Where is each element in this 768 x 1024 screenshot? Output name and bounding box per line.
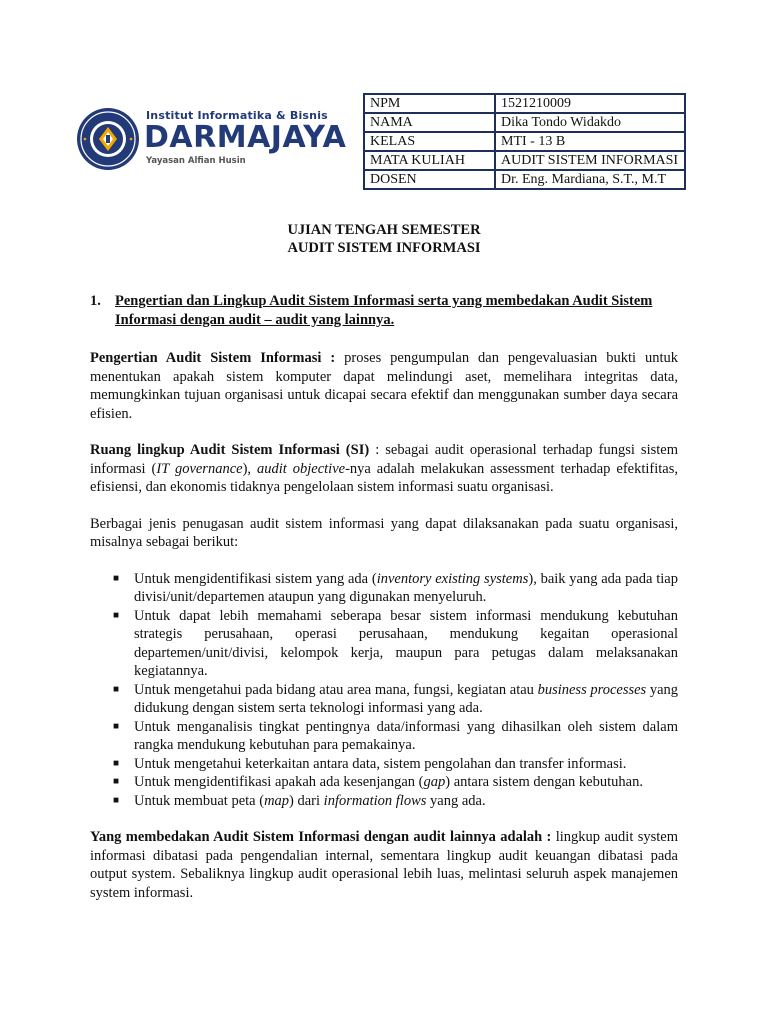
difference-label: Yang membedakan Audit Sistem Informasi dengan audit lainnya adalah : (90, 829, 552, 845)
info-value: Dika Tondo Widakdo (495, 113, 685, 132)
list-item-text: Untuk mengidentifikasi sistem yang ada ( (134, 570, 377, 587)
logo-institution-line: Institut Informatika & Bisnis (146, 109, 328, 122)
bullet-icon: ■ (113, 609, 120, 621)
list-item-term: information flows (323, 792, 427, 809)
info-label: DOSEN (364, 170, 495, 189)
list-item-text: ), baik yang ada pada tiap divisi/unit/departemen ataupun yang digunakan menyeluruh. (134, 570, 678, 605)
list-item-text: Untuk membuat peta ( (134, 792, 265, 809)
list-item-term: inventory existing systems (376, 570, 529, 587)
definition-label: Pengertian Audit Sistem Informasi : (90, 350, 336, 366)
exam-title: UJIAN TENGAH SEMESTER (287, 222, 481, 238)
question-number: 1. (90, 293, 101, 309)
table-row (364, 94, 685, 113)
scope-text: ), (242, 460, 257, 477)
difference-text: lingkup audit system informasi dibatasi pada pengendalian internal, sementara lingkup audit keuangan dibatasi pada output system. Sebaliknya lingkup audit operasional lebih luas, melintasi seluruh aspek manajemen system informasi. (90, 829, 678, 901)
scope-text: : sebagai audit operasional terhadap fungsi sistem informasi ( (90, 442, 678, 477)
question-heading (90, 292, 678, 329)
info-value: Dr. Eng. Mardiana, S.T., M.T (495, 170, 685, 189)
list-item-text: Untuk mengetahui keterkaitan antara data, sistem pengolahan dan transfer informasi. (134, 755, 627, 772)
list-item-text: Untuk mengidentifikasi apakah ada kesenjangan ( (134, 774, 424, 790)
info-label: MATA KULIAH (364, 151, 495, 170)
list-item (90, 755, 678, 774)
bullet-icon: ■ (113, 757, 120, 769)
list-item-text: ) antara sistem dengan kebutuhan. (445, 774, 643, 790)
list-item-term: business processes (537, 681, 647, 698)
info-value: 1521210009 (495, 94, 685, 113)
table-row (364, 113, 685, 132)
student-info-table (363, 93, 686, 190)
bullet-icon: ■ (113, 683, 120, 695)
scope-text: -nya adalah melakukan assessment terhadap efektifitas, efisiensi, dan ekonomis tidaknya pengelolaan sistem informasi suatu organisasi. (90, 460, 678, 495)
list-item (90, 792, 678, 811)
scope-label: Ruang lingkup Audit Sistem Informasi (SI) (90, 442, 370, 458)
logo-foundation: Yayasan Alfian Husin (146, 156, 246, 166)
info-value: MTI - 13 B (495, 132, 685, 151)
course-title: AUDIT SISTEM INFORMASI (287, 240, 481, 256)
bullet-icon: ■ (113, 720, 120, 732)
list-item-term: map (264, 792, 290, 809)
table-row (364, 132, 685, 151)
info-label: KELAS (364, 132, 495, 151)
audit-types-list (90, 570, 678, 811)
list-item-term: gap (423, 774, 446, 790)
definition-text: proses pengumpulan dan pengevaluasian bukti untuk menentukan apakah sistem komputer dapat melindungi aset, memelihara integritas data, memungkinkan tujuan organisasi untuk dicapai secara efektif dan menggunakan sumber daya secara efisien. (90, 350, 679, 422)
info-label: NPM (364, 94, 495, 113)
list-item-text: Untuk mengetahui pada bidang atau area mana, fungsi, kegiatan atau (134, 681, 538, 698)
list-item (90, 718, 678, 755)
list-item (90, 681, 678, 718)
list-item-text: yang ada. (426, 792, 486, 809)
question-text: Pengertian dan Lingkup Audit Sistem Informasi serta yang membedakan Audit Sistem Informasi dengan audit – audit yang lainnya. (115, 293, 653, 328)
table-row (364, 151, 685, 170)
bullet-icon: ■ (113, 776, 120, 787)
info-value: AUDIT SISTEM INFORMASI (495, 151, 685, 170)
difference-paragraph (90, 828, 678, 902)
table-row (364, 170, 685, 189)
intro-paragraph: Berbagai jenis penugasan audit sistem informasi yang dapat dilaksanakan pada suatu organisasi, misalnya sebagai berikut: (90, 515, 678, 550)
list-item-text: yang didukung dengan sistem serta teknologi informasi yang ada. (134, 681, 679, 716)
list-item-text: Untuk menganalisis tingkat pentingnya data/informasi yang dihasilkan oleh sistem dalam rangka mendukung kebutuhan para pemakainya. (134, 718, 678, 753)
logo-name: DARMAJAYA (144, 120, 347, 155)
scope-term: IT governance (156, 460, 243, 477)
list-item (90, 570, 678, 607)
info-label: NAMA (364, 113, 495, 132)
list-item-text: Untuk dapat lebih memahami seberapa besar sistem informasi mendukung kebutuhan strategis perusahaan, operasi perusahaan, mendukung kegaitan operasional departemen/unit/divisi, kelompok kerja, maupun para petugas dalam melaksanakan kegiatannya. (134, 607, 678, 679)
scope-term: audit objective (256, 460, 346, 477)
scope-paragraph (90, 441, 678, 497)
bullet-icon: ■ (113, 572, 120, 584)
list-item-text: ) dari (289, 792, 324, 809)
darmajaya-seal-icon (76, 107, 140, 171)
bullet-icon: ■ (113, 794, 120, 806)
definition-paragraph (90, 349, 678, 423)
list-item (90, 607, 678, 681)
institution-logo (76, 103, 347, 175)
document-body (90, 292, 678, 920)
list-item (90, 773, 678, 792)
